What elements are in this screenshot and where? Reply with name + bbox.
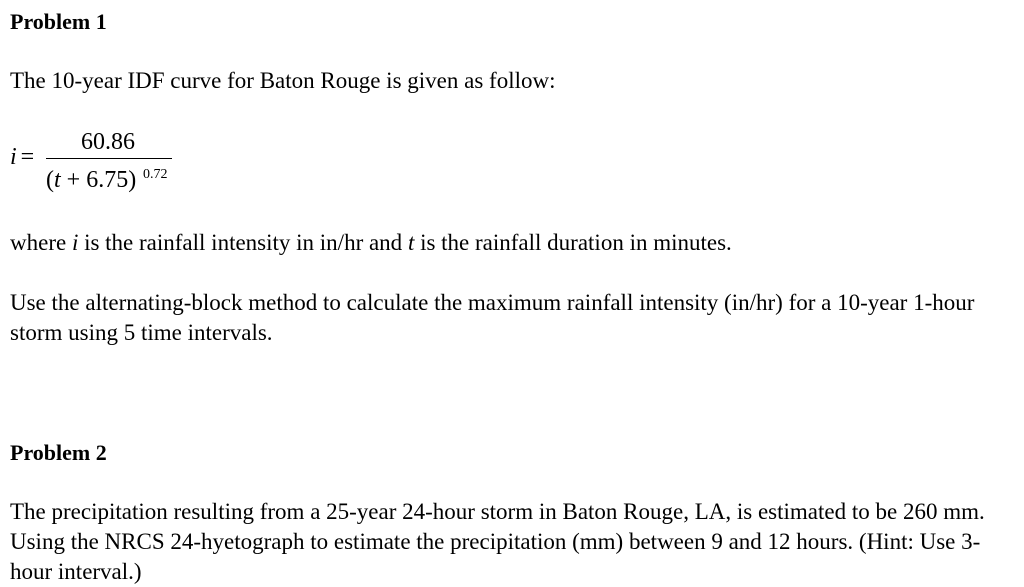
fraction-bar [46,158,172,159]
variable-definitions [10,228,732,258]
problem-2-heading: Problem 2 [10,440,107,465]
where-part-1: where [10,230,72,255]
problem-2-text: The precipitation resulting from a 25-year 24-hour storm in Baton Rouge, LA, is estimated to be 260 mm. Using the NRCS 24-hyetograph to estimate the precipitation (mm) between 9 and 12 hours. (Hint: Use 3-hour interval.) [10,499,985,584]
where-var-i: i [71,230,79,255]
problem-1-intro: The 10-year IDF curve for Baton Rouge is given as follow: [10,68,556,93]
denominator-open-paren: ( [46,167,54,193]
where-part-3: is the rainfall duration in minutes. [414,230,732,255]
denominator-rest: + 6.75) [60,167,137,193]
equation-numerator: 60.86 [81,129,135,155]
equation-var-i: i [10,144,17,170]
equation-equals: = [20,144,35,170]
equation-denominator [46,166,136,194]
equation-exponent: 0.72 [143,167,168,182]
where-var-t: t [407,230,415,255]
problem-1-task: Use the alternating-block method to calculate the maximum rainfall intensity (in/hr) for a 10-year 1-hour storm using 5 time intervals. [10,290,975,345]
problem-1-heading: Problem 1 [10,9,107,34]
equation-lhs [10,143,34,171]
denominator-var-t: t [54,167,61,193]
where-part-2: is the rainfall intensity in in/hr and [78,230,408,255]
